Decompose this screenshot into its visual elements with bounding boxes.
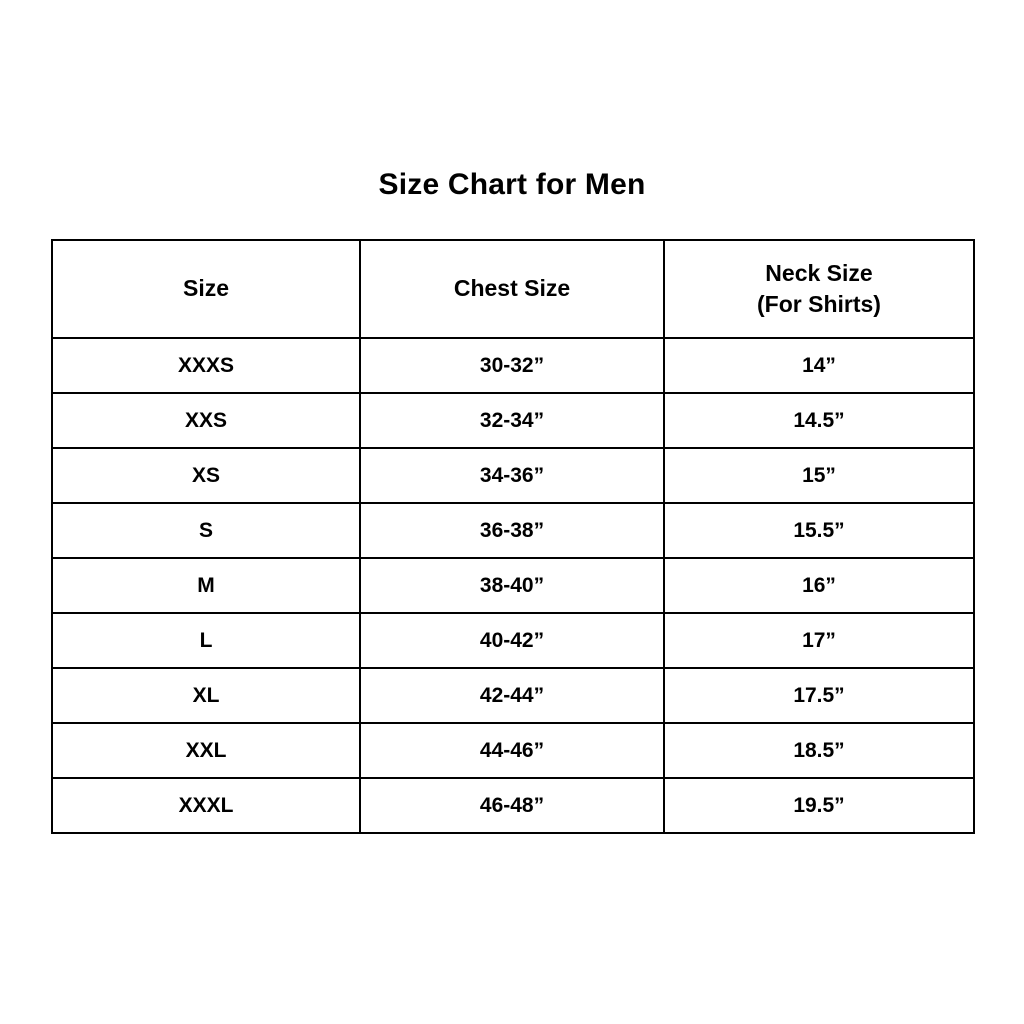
cell-neck: 15” bbox=[664, 448, 974, 503]
cell-neck: 15.5” bbox=[664, 503, 974, 558]
cell-chest: 36-38” bbox=[360, 503, 664, 558]
cell-neck: 17.5” bbox=[664, 668, 974, 723]
cell-chest: 40-42” bbox=[360, 613, 664, 668]
cell-size: XXXS bbox=[52, 338, 360, 393]
cell-size: XXL bbox=[52, 723, 360, 778]
table-row bbox=[52, 393, 974, 448]
cell-size: XS bbox=[52, 448, 360, 503]
cell-neck: 17” bbox=[664, 613, 974, 668]
cell-size: L bbox=[52, 613, 360, 668]
cell-size: XL bbox=[52, 668, 360, 723]
cell-chest: 30-32” bbox=[360, 338, 664, 393]
table-header-row bbox=[52, 240, 974, 338]
cell-chest: 46-48” bbox=[360, 778, 664, 833]
cell-neck: 16” bbox=[664, 558, 974, 613]
column-header-chest-label: Chest Size bbox=[453, 275, 571, 302]
cell-neck: 19.5” bbox=[664, 778, 974, 833]
table-row bbox=[52, 668, 974, 723]
column-header-chest bbox=[360, 240, 664, 338]
cell-chest: 38-40” bbox=[360, 558, 664, 613]
table-row bbox=[52, 503, 974, 558]
table-row bbox=[52, 778, 974, 833]
cell-size: XXS bbox=[52, 393, 360, 448]
column-header-neck-label: Neck Size bbox=[765, 259, 873, 286]
table-body bbox=[52, 338, 974, 833]
cell-size: S bbox=[52, 503, 360, 558]
column-header-size-label: Size bbox=[182, 275, 230, 302]
table-header bbox=[52, 240, 974, 338]
column-header-neck bbox=[664, 240, 974, 338]
cell-size: XXXL bbox=[52, 778, 360, 833]
cell-size: M bbox=[52, 558, 360, 613]
table-row bbox=[52, 613, 974, 668]
page-title: Size Chart for Men bbox=[378, 168, 646, 201]
cell-chest: 44-46” bbox=[360, 723, 664, 778]
cell-chest: 32-34” bbox=[360, 393, 664, 448]
cell-chest: 42-44” bbox=[360, 668, 664, 723]
size-chart-table bbox=[51, 239, 975, 834]
column-header-size bbox=[52, 240, 360, 338]
size-chart-table-wrapper bbox=[51, 239, 973, 834]
table-row bbox=[52, 558, 974, 613]
cell-neck: 14.5” bbox=[664, 393, 974, 448]
cell-neck: 18.5” bbox=[664, 723, 974, 778]
column-header-neck-sublabel: (For Shirts) bbox=[757, 291, 881, 317]
cell-chest: 34-36” bbox=[360, 448, 664, 503]
table-row bbox=[52, 448, 974, 503]
table-row bbox=[52, 338, 974, 393]
table-row bbox=[52, 723, 974, 778]
cell-neck: 14” bbox=[664, 338, 974, 393]
